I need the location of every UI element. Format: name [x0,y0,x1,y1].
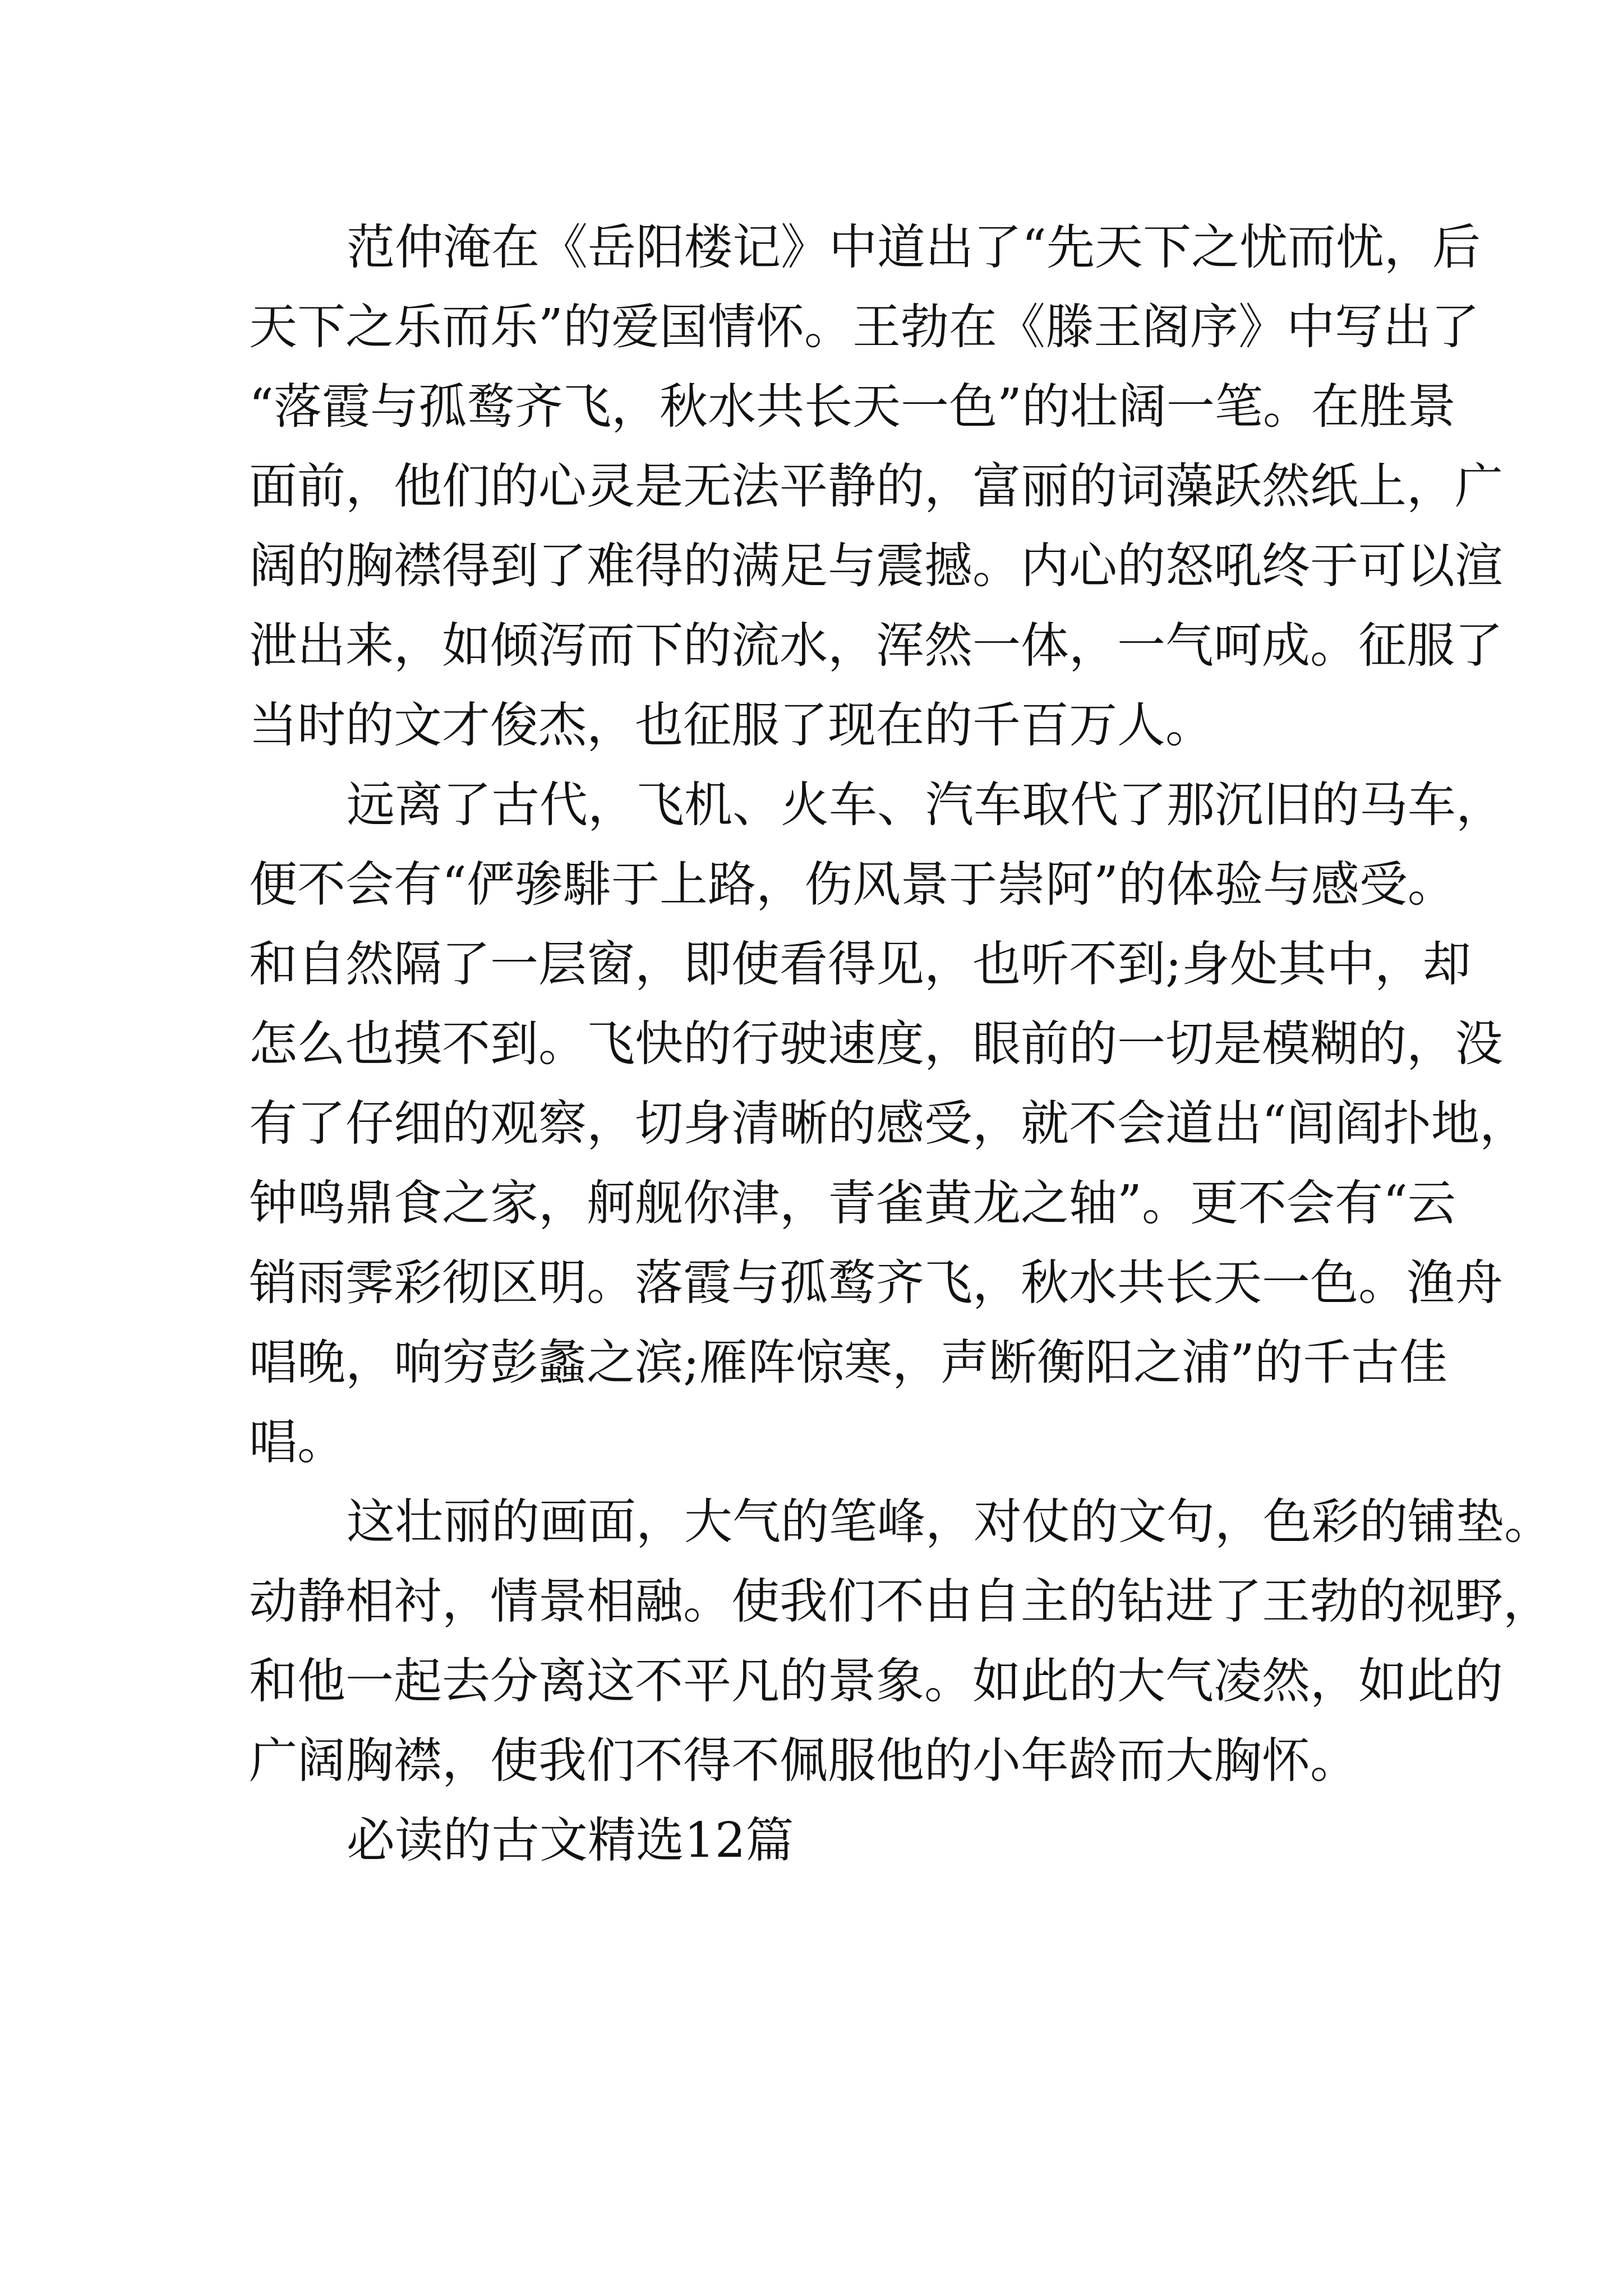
text-line: 有了仔细的观察，切身清晰的感受，就不会道出“闾阎扑地， [249,1096,1528,1152]
paragraph-yueyanglou [249,208,1503,765]
text-line: 便不会有“俨骖騑于上路，伤风景于崇阿”的体验与感受。 [249,857,1456,913]
text-line: 范仲淹在《岳阳楼记》中道出了“先天下之忧而忧，后 [347,219,1481,275]
text-line: “落霞与孤鹜齐飞，秋水共长天一色”的壮阔一笔。在胜景 [249,379,1456,435]
text-line: 销雨霁彩彻区明。落霞与孤鹜齐飞，秋水共长天一色。渔舟 [249,1255,1503,1311]
text-line: 怎么也摸不到。飞快的行驶速度，眼前的一切是模糊的，没 [249,1016,1503,1072]
text-line: 唱。 [249,1414,345,1470]
text-line: 这壮丽的画面，大气的笔峰，对仗的文句，色彩的铺垫。 [347,1494,1552,1550]
text-line: 唱晚，响穷彭蠡之滨;雁阵惊寒，声断衡阳之浦”的千古佳 [249,1335,1447,1391]
text-line: 阔的胸襟得到了难得的满足与震撼。内心的怒吼终于可以渲 [249,538,1503,594]
section-heading-paragraph [249,1801,1376,1880]
text-line: 广阔胸襟，使我们不得不佩服他的小年龄而大胸怀。 [249,1733,1358,1789]
paragraph-magnificent-scene [249,1482,1552,1801]
text-line: 面前，他们的心灵是无法平静的，富丽的词藻跃然纸上，广 [249,458,1503,514]
text-line: 和自然隔了一层窗，即使看得见，也听不到;身处其中，却 [249,936,1471,992]
text-line: 天下之乐而乐”的爱国情怀。王勃在《滕王阁序》中写出了 [249,299,1479,355]
section-heading: 必读的古文精选12篇 [347,1812,794,1869]
text-line: 和他一起去分离这不平凡的景象。如此的大气凌然，如此的 [249,1653,1503,1709]
text-line: 远离了古代，飞机、火车、汽车取代了那沉旧的马车， [347,777,1504,833]
paragraph-ancient-times [249,765,1528,1482]
document-body [249,208,1552,1880]
text-line: 动静相衬，情景相融。使我们不由自主的钻进了王勃的视野， [249,1573,1551,1630]
text-line: 钟鸣鼎食之家，舸舰你津，青雀黄龙之轴”。更不会有“云 [249,1175,1456,1231]
text-line: 当时的文才俊杰，也征服了现在的千百万人。 [249,697,1214,753]
text-line: 泄出来，如倾泻而下的流水，浑然一体，一气呵成。征服了 [249,618,1503,674]
